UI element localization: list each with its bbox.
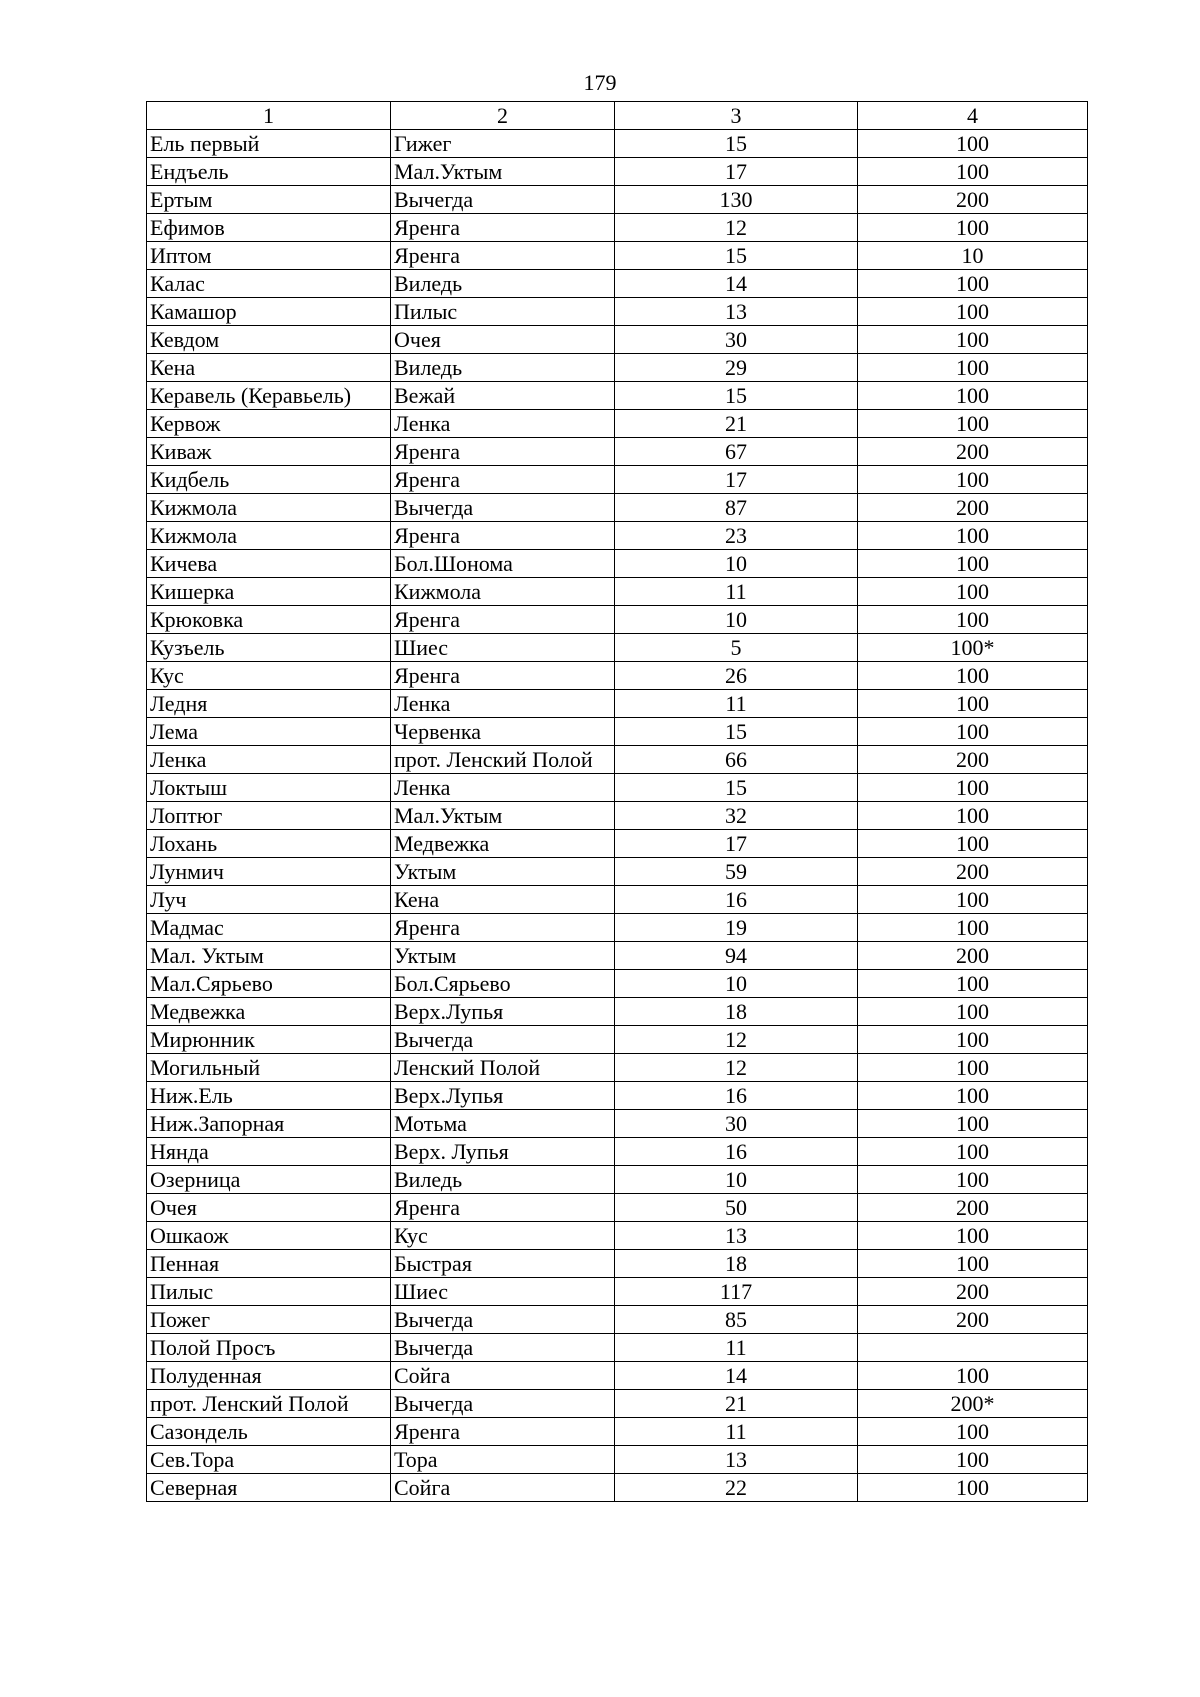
table-row bbox=[147, 830, 1088, 858]
river-name-cell: прот. Ленский Полой bbox=[147, 1390, 391, 1418]
inflow-cell: Шиес bbox=[391, 634, 615, 662]
river-name-cell: Мадмас bbox=[147, 914, 391, 942]
value-cell: 10 bbox=[858, 242, 1088, 270]
table-row bbox=[147, 914, 1088, 942]
length-cell: 10 bbox=[615, 606, 858, 634]
table-row bbox=[147, 326, 1088, 354]
river-name-cell: Пожег bbox=[147, 1306, 391, 1334]
length-cell: 32 bbox=[615, 802, 858, 830]
inflow-cell: Бол.Сярьево bbox=[391, 970, 615, 998]
table-row bbox=[147, 690, 1088, 718]
river-name-cell: Пенная bbox=[147, 1250, 391, 1278]
river-name-cell: Кузъель bbox=[147, 634, 391, 662]
value-cell: 200 bbox=[858, 746, 1088, 774]
value-cell: 100 bbox=[858, 718, 1088, 746]
length-cell: 17 bbox=[615, 466, 858, 494]
length-cell: 66 bbox=[615, 746, 858, 774]
length-cell: 15 bbox=[615, 382, 858, 410]
river-name-cell: Ниж.Запорная bbox=[147, 1110, 391, 1138]
table-row bbox=[147, 242, 1088, 270]
table-row bbox=[147, 438, 1088, 466]
length-cell: 16 bbox=[615, 1138, 858, 1166]
inflow-cell: Вычегда bbox=[391, 186, 615, 214]
inflow-cell: Кижмола bbox=[391, 578, 615, 606]
table-row bbox=[147, 1110, 1088, 1138]
column-header-3: 3 bbox=[615, 102, 858, 130]
length-cell: 11 bbox=[615, 1334, 858, 1362]
inflow-cell: Очея bbox=[391, 326, 615, 354]
inflow-cell: Ленка bbox=[391, 690, 615, 718]
length-cell: 29 bbox=[615, 354, 858, 382]
length-cell: 10 bbox=[615, 550, 858, 578]
river-name-cell: Очея bbox=[147, 1194, 391, 1222]
value-cell: 100* bbox=[858, 634, 1088, 662]
river-name-cell: Полой Просъ bbox=[147, 1334, 391, 1362]
value-cell: 100 bbox=[858, 130, 1088, 158]
river-name-cell: Нянда bbox=[147, 1138, 391, 1166]
table-row bbox=[147, 886, 1088, 914]
length-cell: 14 bbox=[615, 1362, 858, 1390]
value-cell: 100 bbox=[858, 158, 1088, 186]
value-cell: 100 bbox=[858, 1138, 1088, 1166]
value-cell: 100 bbox=[858, 1110, 1088, 1138]
table-row bbox=[147, 802, 1088, 830]
table-row bbox=[147, 1138, 1088, 1166]
table-row bbox=[147, 1166, 1088, 1194]
table-row bbox=[147, 382, 1088, 410]
value-cell: 100 bbox=[858, 662, 1088, 690]
river-name-cell: Ефимов bbox=[147, 214, 391, 242]
river-name-cell: Лема bbox=[147, 718, 391, 746]
length-cell: 10 bbox=[615, 970, 858, 998]
inflow-cell: Ленка bbox=[391, 410, 615, 438]
river-name-cell: Крюковка bbox=[147, 606, 391, 634]
rivers-table bbox=[146, 101, 1088, 1502]
river-name-cell: Кус bbox=[147, 662, 391, 690]
value-cell: 200 bbox=[858, 494, 1088, 522]
inflow-cell: Яренга bbox=[391, 522, 615, 550]
inflow-cell: Тора bbox=[391, 1446, 615, 1474]
value-cell: 200 bbox=[858, 438, 1088, 466]
value-cell: 100 bbox=[858, 886, 1088, 914]
inflow-cell: прот. Ленский Полой bbox=[391, 746, 615, 774]
length-cell: 13 bbox=[615, 1222, 858, 1250]
river-name-cell: Кервож bbox=[147, 410, 391, 438]
river-name-cell: Калас bbox=[147, 270, 391, 298]
value-cell: 100 bbox=[858, 382, 1088, 410]
table-row bbox=[147, 970, 1088, 998]
value-cell: 100 bbox=[858, 802, 1088, 830]
river-name-cell: Полуденная bbox=[147, 1362, 391, 1390]
value-cell: 100 bbox=[858, 970, 1088, 998]
table-row bbox=[147, 1390, 1088, 1418]
value-cell: 200 bbox=[858, 858, 1088, 886]
length-cell: 14 bbox=[615, 270, 858, 298]
inflow-cell: Вычегда bbox=[391, 1334, 615, 1362]
value-cell: 200 bbox=[858, 1194, 1088, 1222]
table-header-row bbox=[147, 102, 1088, 130]
length-cell: 16 bbox=[615, 886, 858, 914]
length-cell: 12 bbox=[615, 214, 858, 242]
river-name-cell: Лохань bbox=[147, 830, 391, 858]
table-row bbox=[147, 1194, 1088, 1222]
river-name-cell: Ендъель bbox=[147, 158, 391, 186]
length-cell: 12 bbox=[615, 1054, 858, 1082]
table-row bbox=[147, 550, 1088, 578]
inflow-cell: Яренга bbox=[391, 1418, 615, 1446]
length-cell: 11 bbox=[615, 578, 858, 606]
inflow-cell: Пилыс bbox=[391, 298, 615, 326]
table-row bbox=[147, 354, 1088, 382]
length-cell: 87 bbox=[615, 494, 858, 522]
table-row bbox=[147, 1362, 1088, 1390]
table-row bbox=[147, 1446, 1088, 1474]
inflow-cell: Сойга bbox=[391, 1362, 615, 1390]
river-name-cell: Камашор bbox=[147, 298, 391, 326]
length-cell: 26 bbox=[615, 662, 858, 690]
inflow-cell: Ленка bbox=[391, 774, 615, 802]
inflow-cell: Гижег bbox=[391, 130, 615, 158]
river-name-cell: Озерница bbox=[147, 1166, 391, 1194]
length-cell: 50 bbox=[615, 1194, 858, 1222]
inflow-cell: Яренга bbox=[391, 1194, 615, 1222]
table-row bbox=[147, 1082, 1088, 1110]
river-name-cell: Медвежка bbox=[147, 998, 391, 1026]
inflow-cell: Быстрая bbox=[391, 1250, 615, 1278]
inflow-cell: Яренга bbox=[391, 914, 615, 942]
table-row bbox=[147, 1222, 1088, 1250]
table-row bbox=[147, 1306, 1088, 1334]
table-row bbox=[147, 774, 1088, 802]
river-name-cell: Северная bbox=[147, 1474, 391, 1502]
inflow-cell: Ленский Полой bbox=[391, 1054, 615, 1082]
river-name-cell: Локтыш bbox=[147, 774, 391, 802]
inflow-cell: Вычегда bbox=[391, 494, 615, 522]
length-cell: 67 bbox=[615, 438, 858, 466]
inflow-cell: Вычегда bbox=[391, 1026, 615, 1054]
table-row bbox=[147, 1418, 1088, 1446]
length-cell: 18 bbox=[615, 998, 858, 1026]
river-name-cell: Ниж.Ель bbox=[147, 1082, 391, 1110]
table-row bbox=[147, 718, 1088, 746]
inflow-cell: Виледь bbox=[391, 354, 615, 382]
length-cell: 17 bbox=[615, 158, 858, 186]
inflow-cell: Виледь bbox=[391, 270, 615, 298]
table-row bbox=[147, 998, 1088, 1026]
length-cell: 23 bbox=[615, 522, 858, 550]
river-name-cell: Ель первый bbox=[147, 130, 391, 158]
river-name-cell: Лунмич bbox=[147, 858, 391, 886]
table-row bbox=[147, 466, 1088, 494]
river-name-cell: Мирюнник bbox=[147, 1026, 391, 1054]
table-row bbox=[147, 1250, 1088, 1278]
table-row bbox=[147, 1474, 1088, 1502]
table-row bbox=[147, 1334, 1088, 1362]
inflow-cell: Медвежка bbox=[391, 830, 615, 858]
river-name-cell: Могильный bbox=[147, 1054, 391, 1082]
value-cell: 100 bbox=[858, 998, 1088, 1026]
length-cell: 130 bbox=[615, 186, 858, 214]
page-number: 179 bbox=[583, 70, 617, 95]
value-cell: 100 bbox=[858, 214, 1088, 242]
inflow-cell: Верх.Лупья bbox=[391, 998, 615, 1026]
table-row bbox=[147, 578, 1088, 606]
river-name-cell: Кичева bbox=[147, 550, 391, 578]
river-name-cell: Кижмола bbox=[147, 522, 391, 550]
length-cell: 5 bbox=[615, 634, 858, 662]
river-name-cell: Кидбель bbox=[147, 466, 391, 494]
table-row bbox=[147, 1054, 1088, 1082]
river-name-cell: Кишерка bbox=[147, 578, 391, 606]
table-row bbox=[147, 522, 1088, 550]
length-cell: 13 bbox=[615, 1446, 858, 1474]
value-cell: 100 bbox=[858, 1418, 1088, 1446]
length-cell: 10 bbox=[615, 1166, 858, 1194]
table-row bbox=[147, 942, 1088, 970]
value-cell: 100 bbox=[858, 578, 1088, 606]
inflow-cell: Кена bbox=[391, 886, 615, 914]
length-cell: 30 bbox=[615, 1110, 858, 1138]
value-cell: 100 bbox=[858, 1054, 1088, 1082]
value-cell: 200 bbox=[858, 942, 1088, 970]
column-header-2: 2 bbox=[391, 102, 615, 130]
inflow-cell: Мал.Уктым bbox=[391, 158, 615, 186]
length-cell: 11 bbox=[615, 690, 858, 718]
value-cell: 100 bbox=[858, 1222, 1088, 1250]
table-row bbox=[147, 634, 1088, 662]
river-name-cell: Керавель (Керавьель) bbox=[147, 382, 391, 410]
length-cell: 117 bbox=[615, 1278, 858, 1306]
length-cell: 85 bbox=[615, 1306, 858, 1334]
length-cell: 11 bbox=[615, 1418, 858, 1446]
value-cell: 100 bbox=[858, 1362, 1088, 1390]
column-header-1: 1 bbox=[147, 102, 391, 130]
river-name-cell: Ленка bbox=[147, 746, 391, 774]
length-cell: 16 bbox=[615, 1082, 858, 1110]
value-cell: 100 bbox=[858, 1026, 1088, 1054]
river-name-cell: Кижмола bbox=[147, 494, 391, 522]
value-cell: 100 bbox=[858, 298, 1088, 326]
length-cell: 30 bbox=[615, 326, 858, 354]
inflow-cell: Червенка bbox=[391, 718, 615, 746]
value-cell: 100 bbox=[858, 326, 1088, 354]
value-cell: 100 bbox=[858, 466, 1088, 494]
value-cell: 100 bbox=[858, 1446, 1088, 1474]
table-row bbox=[147, 130, 1088, 158]
value-cell: 100 bbox=[858, 690, 1088, 718]
inflow-cell: Вычегда bbox=[391, 1390, 615, 1418]
table-body bbox=[147, 130, 1088, 1502]
river-name-cell: Мал. Уктым bbox=[147, 942, 391, 970]
length-cell: 94 bbox=[615, 942, 858, 970]
river-name-cell: Пилыс bbox=[147, 1278, 391, 1306]
value-cell: 200 bbox=[858, 186, 1088, 214]
value-cell: 200* bbox=[858, 1390, 1088, 1418]
river-name-cell: Сев.Тора bbox=[147, 1446, 391, 1474]
table-row bbox=[147, 606, 1088, 634]
table-row bbox=[147, 746, 1088, 774]
value-cell: 100 bbox=[858, 914, 1088, 942]
inflow-cell: Кус bbox=[391, 1222, 615, 1250]
inflow-cell: Мал.Уктым bbox=[391, 802, 615, 830]
table-row bbox=[147, 298, 1088, 326]
column-header-4: 4 bbox=[858, 102, 1088, 130]
value-cell: 100 bbox=[858, 606, 1088, 634]
inflow-cell: Верх. Лупья bbox=[391, 1138, 615, 1166]
table-row bbox=[147, 858, 1088, 886]
value-cell: 100 bbox=[858, 1166, 1088, 1194]
river-name-cell: Ошкаож bbox=[147, 1222, 391, 1250]
river-name-cell: Ертым bbox=[147, 186, 391, 214]
river-name-cell: Луч bbox=[147, 886, 391, 914]
table-row bbox=[147, 1026, 1088, 1054]
value-cell: 100 bbox=[858, 522, 1088, 550]
inflow-cell: Уктым bbox=[391, 858, 615, 886]
river-name-cell: Иптом bbox=[147, 242, 391, 270]
inflow-cell: Вежай bbox=[391, 382, 615, 410]
inflow-cell: Бол.Шонома bbox=[391, 550, 615, 578]
value-cell: 200 bbox=[858, 1278, 1088, 1306]
inflow-cell: Верх.Лупья bbox=[391, 1082, 615, 1110]
value-cell: 100 bbox=[858, 550, 1088, 578]
length-cell: 19 bbox=[615, 914, 858, 942]
table-row bbox=[147, 270, 1088, 298]
table-row bbox=[147, 214, 1088, 242]
length-cell: 18 bbox=[615, 1250, 858, 1278]
inflow-cell: Яренга bbox=[391, 606, 615, 634]
value-cell bbox=[858, 1334, 1088, 1362]
inflow-cell: Сойга bbox=[391, 1474, 615, 1502]
value-cell: 100 bbox=[858, 354, 1088, 382]
inflow-cell: Яренга bbox=[391, 466, 615, 494]
river-name-cell: Мал.Сярьево bbox=[147, 970, 391, 998]
length-cell: 21 bbox=[615, 410, 858, 438]
length-cell: 15 bbox=[615, 774, 858, 802]
table-row bbox=[147, 410, 1088, 438]
length-cell: 15 bbox=[615, 718, 858, 746]
length-cell: 15 bbox=[615, 130, 858, 158]
table-row bbox=[147, 158, 1088, 186]
value-cell: 100 bbox=[858, 1250, 1088, 1278]
table-row bbox=[147, 1278, 1088, 1306]
table-row bbox=[147, 494, 1088, 522]
inflow-cell: Яренга bbox=[391, 242, 615, 270]
inflow-cell: Вычегда bbox=[391, 1306, 615, 1334]
value-cell: 100 bbox=[858, 1474, 1088, 1502]
inflow-cell: Уктым bbox=[391, 942, 615, 970]
length-cell: 12 bbox=[615, 1026, 858, 1054]
value-cell: 100 bbox=[858, 774, 1088, 802]
table-row bbox=[147, 662, 1088, 690]
length-cell: 15 bbox=[615, 242, 858, 270]
inflow-cell: Яренга bbox=[391, 662, 615, 690]
length-cell: 17 bbox=[615, 830, 858, 858]
river-name-cell: Кевдом bbox=[147, 326, 391, 354]
inflow-cell: Яренга bbox=[391, 214, 615, 242]
river-name-cell: Сазондель bbox=[147, 1418, 391, 1446]
value-cell: 100 bbox=[858, 270, 1088, 298]
length-cell: 21 bbox=[615, 1390, 858, 1418]
inflow-cell: Мотьма bbox=[391, 1110, 615, 1138]
river-name-cell: Ледня bbox=[147, 690, 391, 718]
inflow-cell: Виледь bbox=[391, 1166, 615, 1194]
value-cell: 100 bbox=[858, 830, 1088, 858]
river-name-cell: Киваж bbox=[147, 438, 391, 466]
value-cell: 100 bbox=[858, 410, 1088, 438]
value-cell: 200 bbox=[858, 1306, 1088, 1334]
river-name-cell: Кена bbox=[147, 354, 391, 382]
length-cell: 22 bbox=[615, 1474, 858, 1502]
table-row bbox=[147, 186, 1088, 214]
inflow-cell: Шиес bbox=[391, 1278, 615, 1306]
river-name-cell: Лоптюг bbox=[147, 802, 391, 830]
length-cell: 13 bbox=[615, 298, 858, 326]
inflow-cell: Яренга bbox=[391, 438, 615, 466]
length-cell: 59 bbox=[615, 858, 858, 886]
value-cell: 100 bbox=[858, 1082, 1088, 1110]
